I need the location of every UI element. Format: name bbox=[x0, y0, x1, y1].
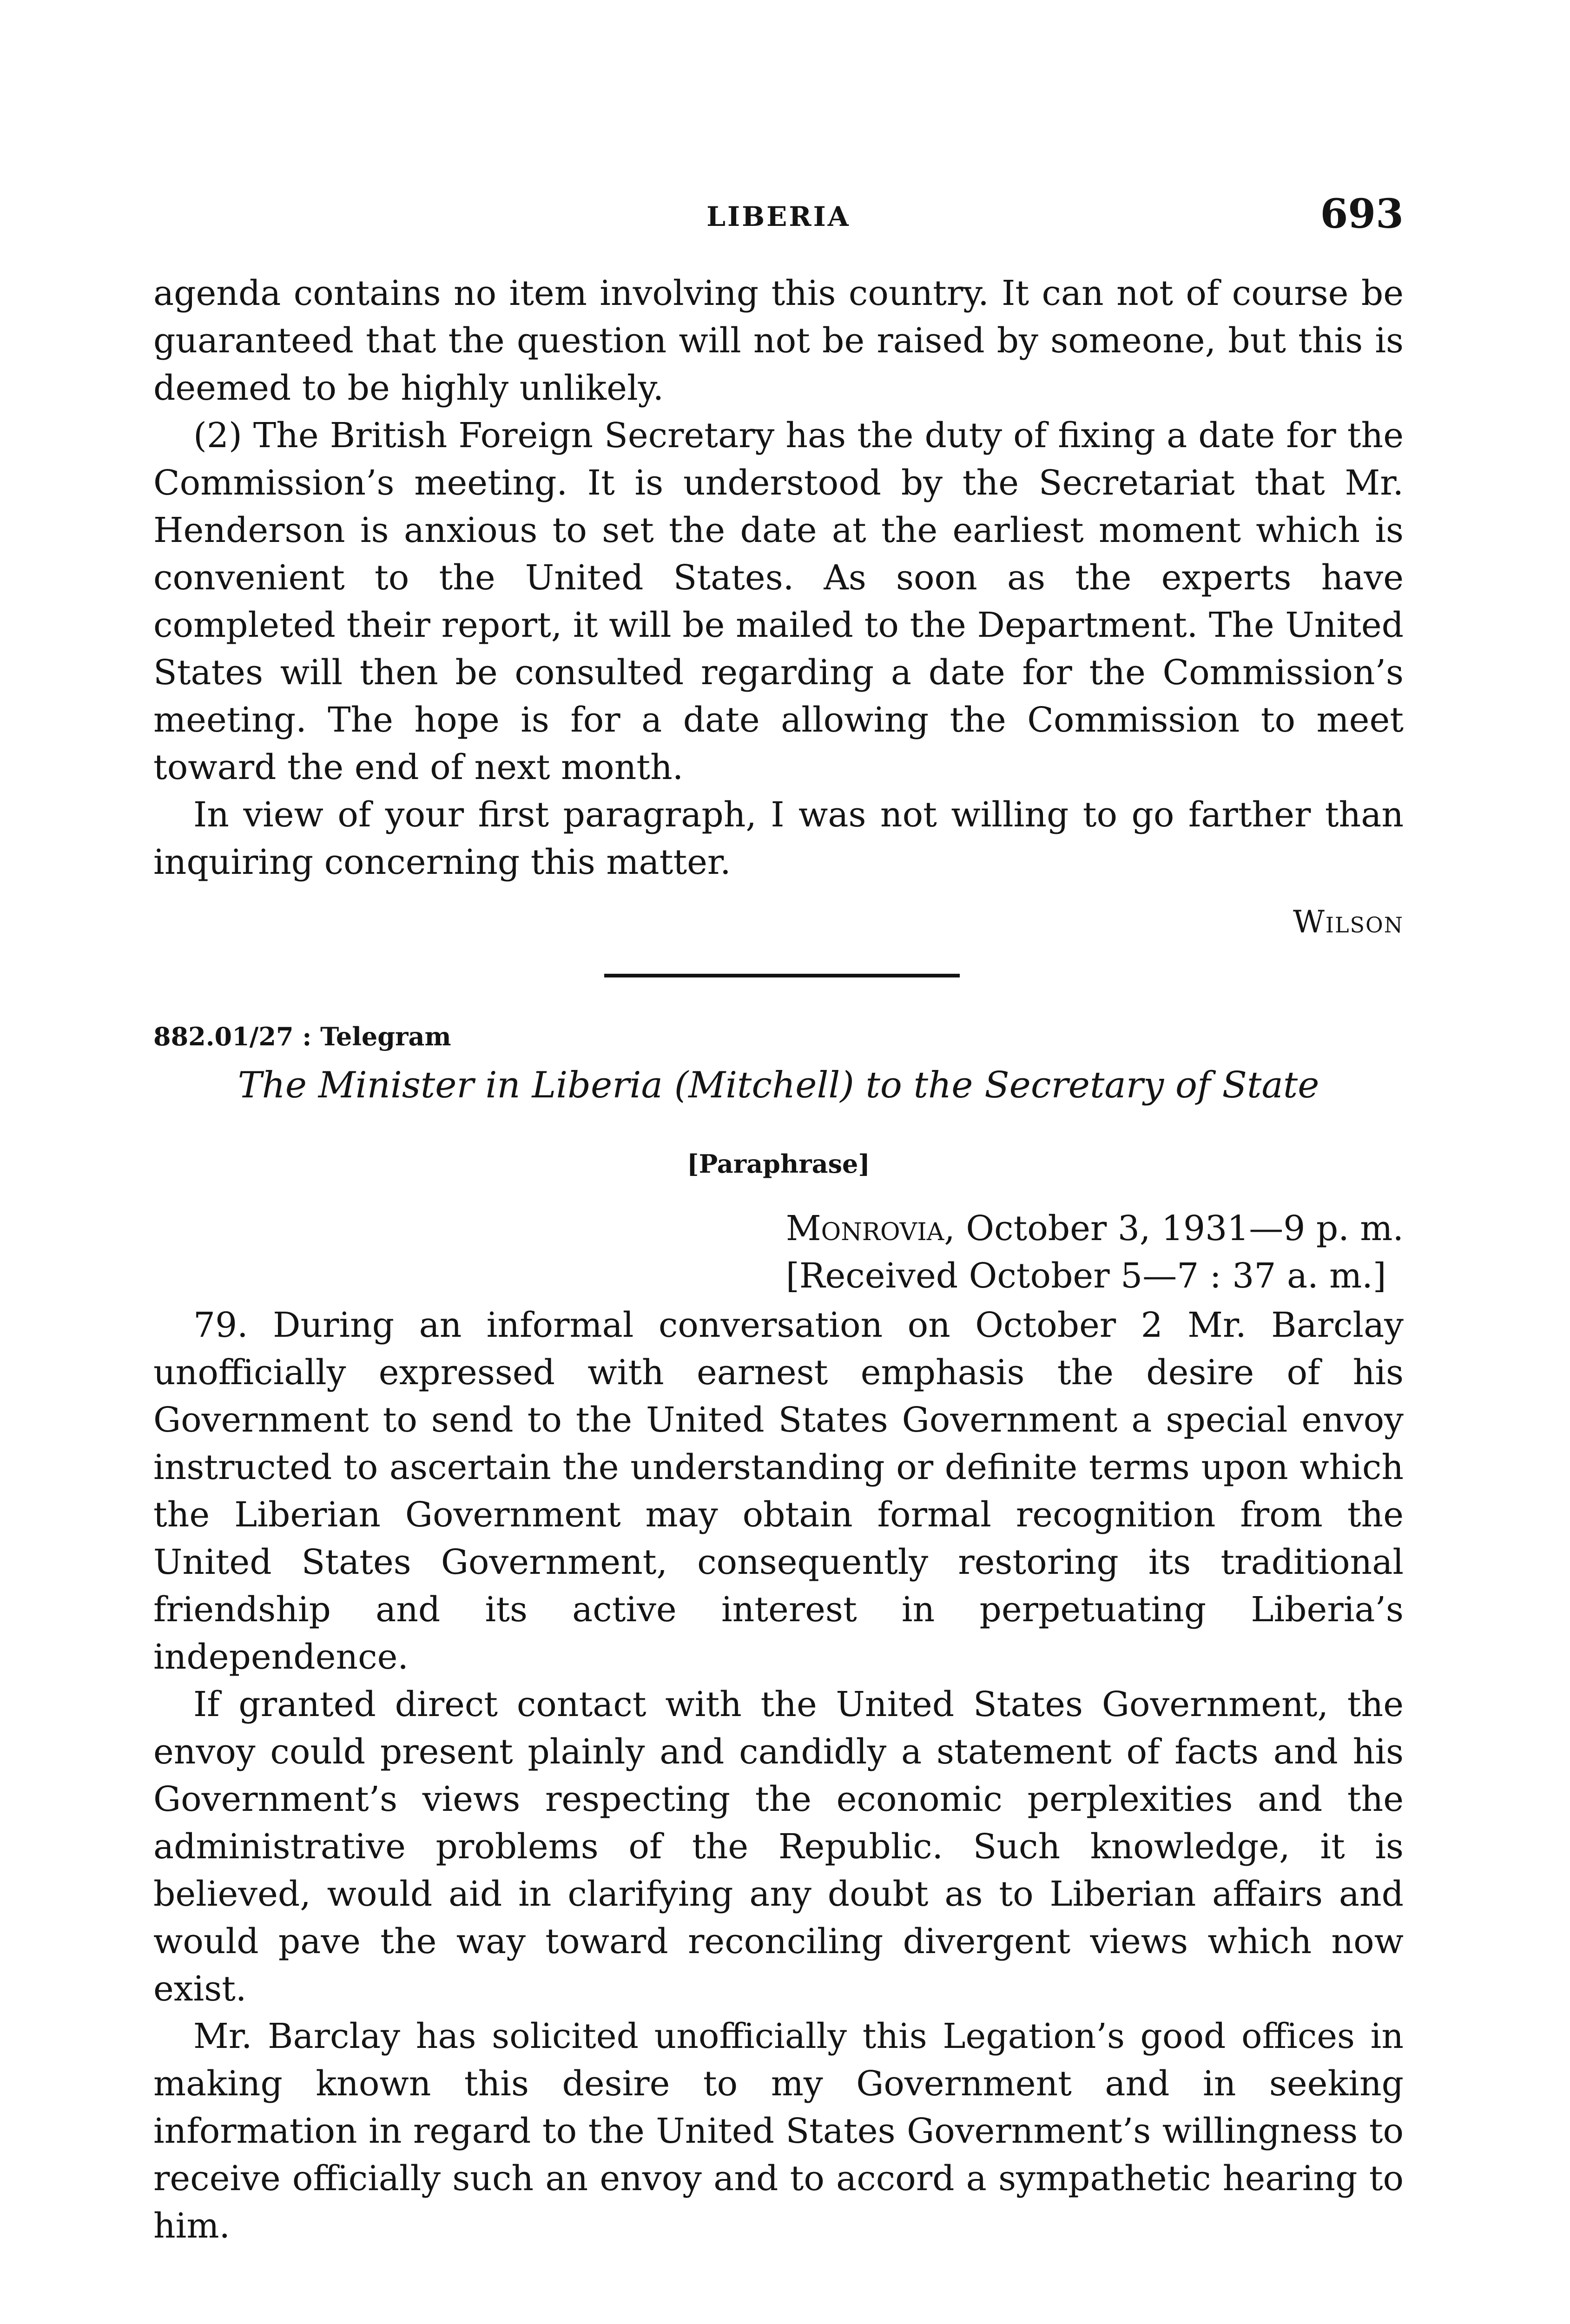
paragraph-direct-contact: If granted direct contact with the United States Government, the envoy could present plainly and candidly a statement of facts and his Government’s views respecting the economic perplexities and the administrative problems of the Republic. Such knowledge, it is believed, would aid in clarifying any doubt as to Liberian affairs and would pave the way toward reconciling divergent views which now exist. bbox=[153, 1684, 1404, 2009]
paraphrase-note: [Paraphrase] bbox=[687, 1149, 870, 1179]
dateline-place: Monrovia, bbox=[785, 1208, 955, 1248]
paragraph-first-paragraph: In view of your first paragraph, I was not willing to go farther than inquiring concerning this matter. bbox=[153, 795, 1404, 882]
paragraph-agenda: agenda contains no item involving this country. It can not of course be guaranteed that the question will not be raised by someone, but this is deemed to be highly unlikely. bbox=[153, 273, 1404, 408]
signature-wilson: Wilson bbox=[1293, 904, 1404, 940]
dateline-date: October 3, 1931—9 p. m. bbox=[955, 1208, 1404, 1248]
page-number: 693 bbox=[1320, 191, 1404, 238]
running-head bbox=[153, 191, 1404, 242]
file-number: 882.01/27 : Telegram bbox=[153, 1022, 451, 1051]
second-document-body bbox=[153, 1301, 1404, 2250]
dateline-line bbox=[786, 1205, 1404, 1252]
section-divider bbox=[604, 974, 960, 977]
paragraph-foreign-secretary: (2) The British Foreign Secretary has the duty of fixing a date for the Commission’s meeting. It is understood by the Secretariat that Mr. Henderson is anxious to set the date at the earliest moment which is convenient to the United States. As soon as the experts have completed their report, it will be mailed to the Department. The United States will then be consulted regarding a date for the Commission’s meeting. The hope is for a date allowing the Commission to meet toward the end of next month. bbox=[153, 416, 1404, 787]
document-title: The Minister in Liberia (Mitchell) to the Secretary of State bbox=[237, 1064, 1319, 1106]
first-document-body bbox=[153, 270, 1404, 886]
received-line: [Received October 5—7 : 37 a. m.] bbox=[785, 1256, 1386, 1296]
paragraph-good-offices: Mr. Barclay has solicited unofficially this Legation’s good offices in making known this desire to my Government and in seeking information in regard to the United States Government’s willingness to receive officially such an envoy and to accord a sympathetic hearing to him. bbox=[153, 2016, 1404, 2246]
running-title: LIBERIA bbox=[706, 201, 851, 232]
paragraph-informal-conversation: 79. During an informal conversation on October 2 Mr. Barclay unofficially expressed with earnest emphasis the desire of his Government to send to the United States Government a special envoy instructed to ascertain the understanding or definite terms upon which the Liberian Government may obtain formal recognition from the United States Government, consequently restoring its traditional friendship and its active interest in perpetuating Liberia’s independence. bbox=[153, 1305, 1404, 1677]
dateline bbox=[786, 1205, 1404, 1300]
